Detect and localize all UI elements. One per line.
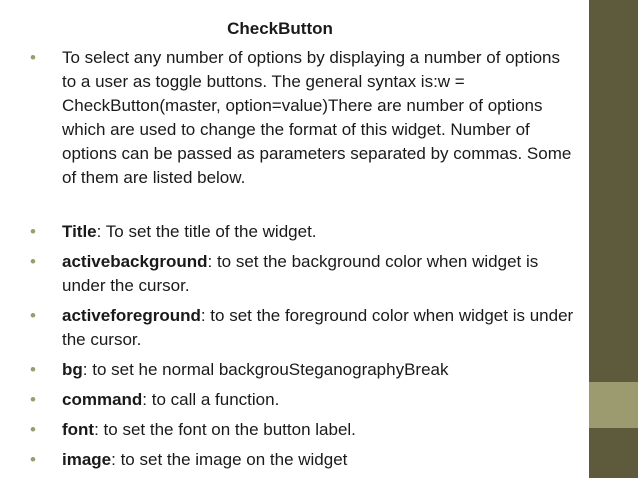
item-description: : to set the background color when widget is under the cursor. xyxy=(62,252,539,295)
slide-title: CheckButton xyxy=(227,19,333,38)
bullet-list xyxy=(30,46,578,478)
bullet-dot-icon: • xyxy=(30,252,36,271)
bullet-dot-icon: • xyxy=(30,360,36,379)
bullet-dot-icon: • xyxy=(30,390,36,409)
bullet-dot-icon: • xyxy=(30,48,36,67)
item-description: : to call a function. xyxy=(142,390,280,409)
item-term: activebackground xyxy=(62,252,208,271)
item-description: : to set the image on the widget xyxy=(111,450,348,469)
item-term: command xyxy=(62,390,143,409)
list-item-activeforeground xyxy=(30,304,578,352)
list-item-font xyxy=(30,418,578,442)
intro-bullet xyxy=(30,46,578,190)
decorative-sidebar-accent xyxy=(589,382,638,428)
item-term: activeforeground xyxy=(62,306,201,325)
bullet-dot-icon: • xyxy=(30,450,36,469)
list-item-bg xyxy=(30,358,578,382)
bullet-dot-icon: • xyxy=(30,222,36,241)
bullet-dot-icon: • xyxy=(30,420,36,439)
item-description: : to set the foreground color when widget is under the cursor. xyxy=(62,306,574,349)
bullet-dot-icon: • xyxy=(30,306,36,325)
item-term: bg xyxy=(62,360,83,379)
item-term: Title xyxy=(62,222,97,241)
item-term: font xyxy=(62,420,95,439)
item-description: : to set he normal backgrouSteganographyBreak xyxy=(82,360,449,379)
item-term: image xyxy=(62,450,112,469)
list-item-title xyxy=(30,220,578,244)
intro-text: To select any number of options by displaying a number of options to a user as toggle buttons. The general syntax is:w = CheckButton(master, option=value)There are number of options which are used to change the format of this widget. Number of options can be passed as parameters separated by commas. Some of them are listed below. xyxy=(62,48,572,187)
item-description: : to set the font on the button label. xyxy=(94,420,356,439)
list-item-activebackground xyxy=(30,250,578,298)
item-description: : To set the title of the widget. xyxy=(96,222,317,241)
list-item-command xyxy=(30,388,578,412)
list-item-image xyxy=(30,448,578,472)
